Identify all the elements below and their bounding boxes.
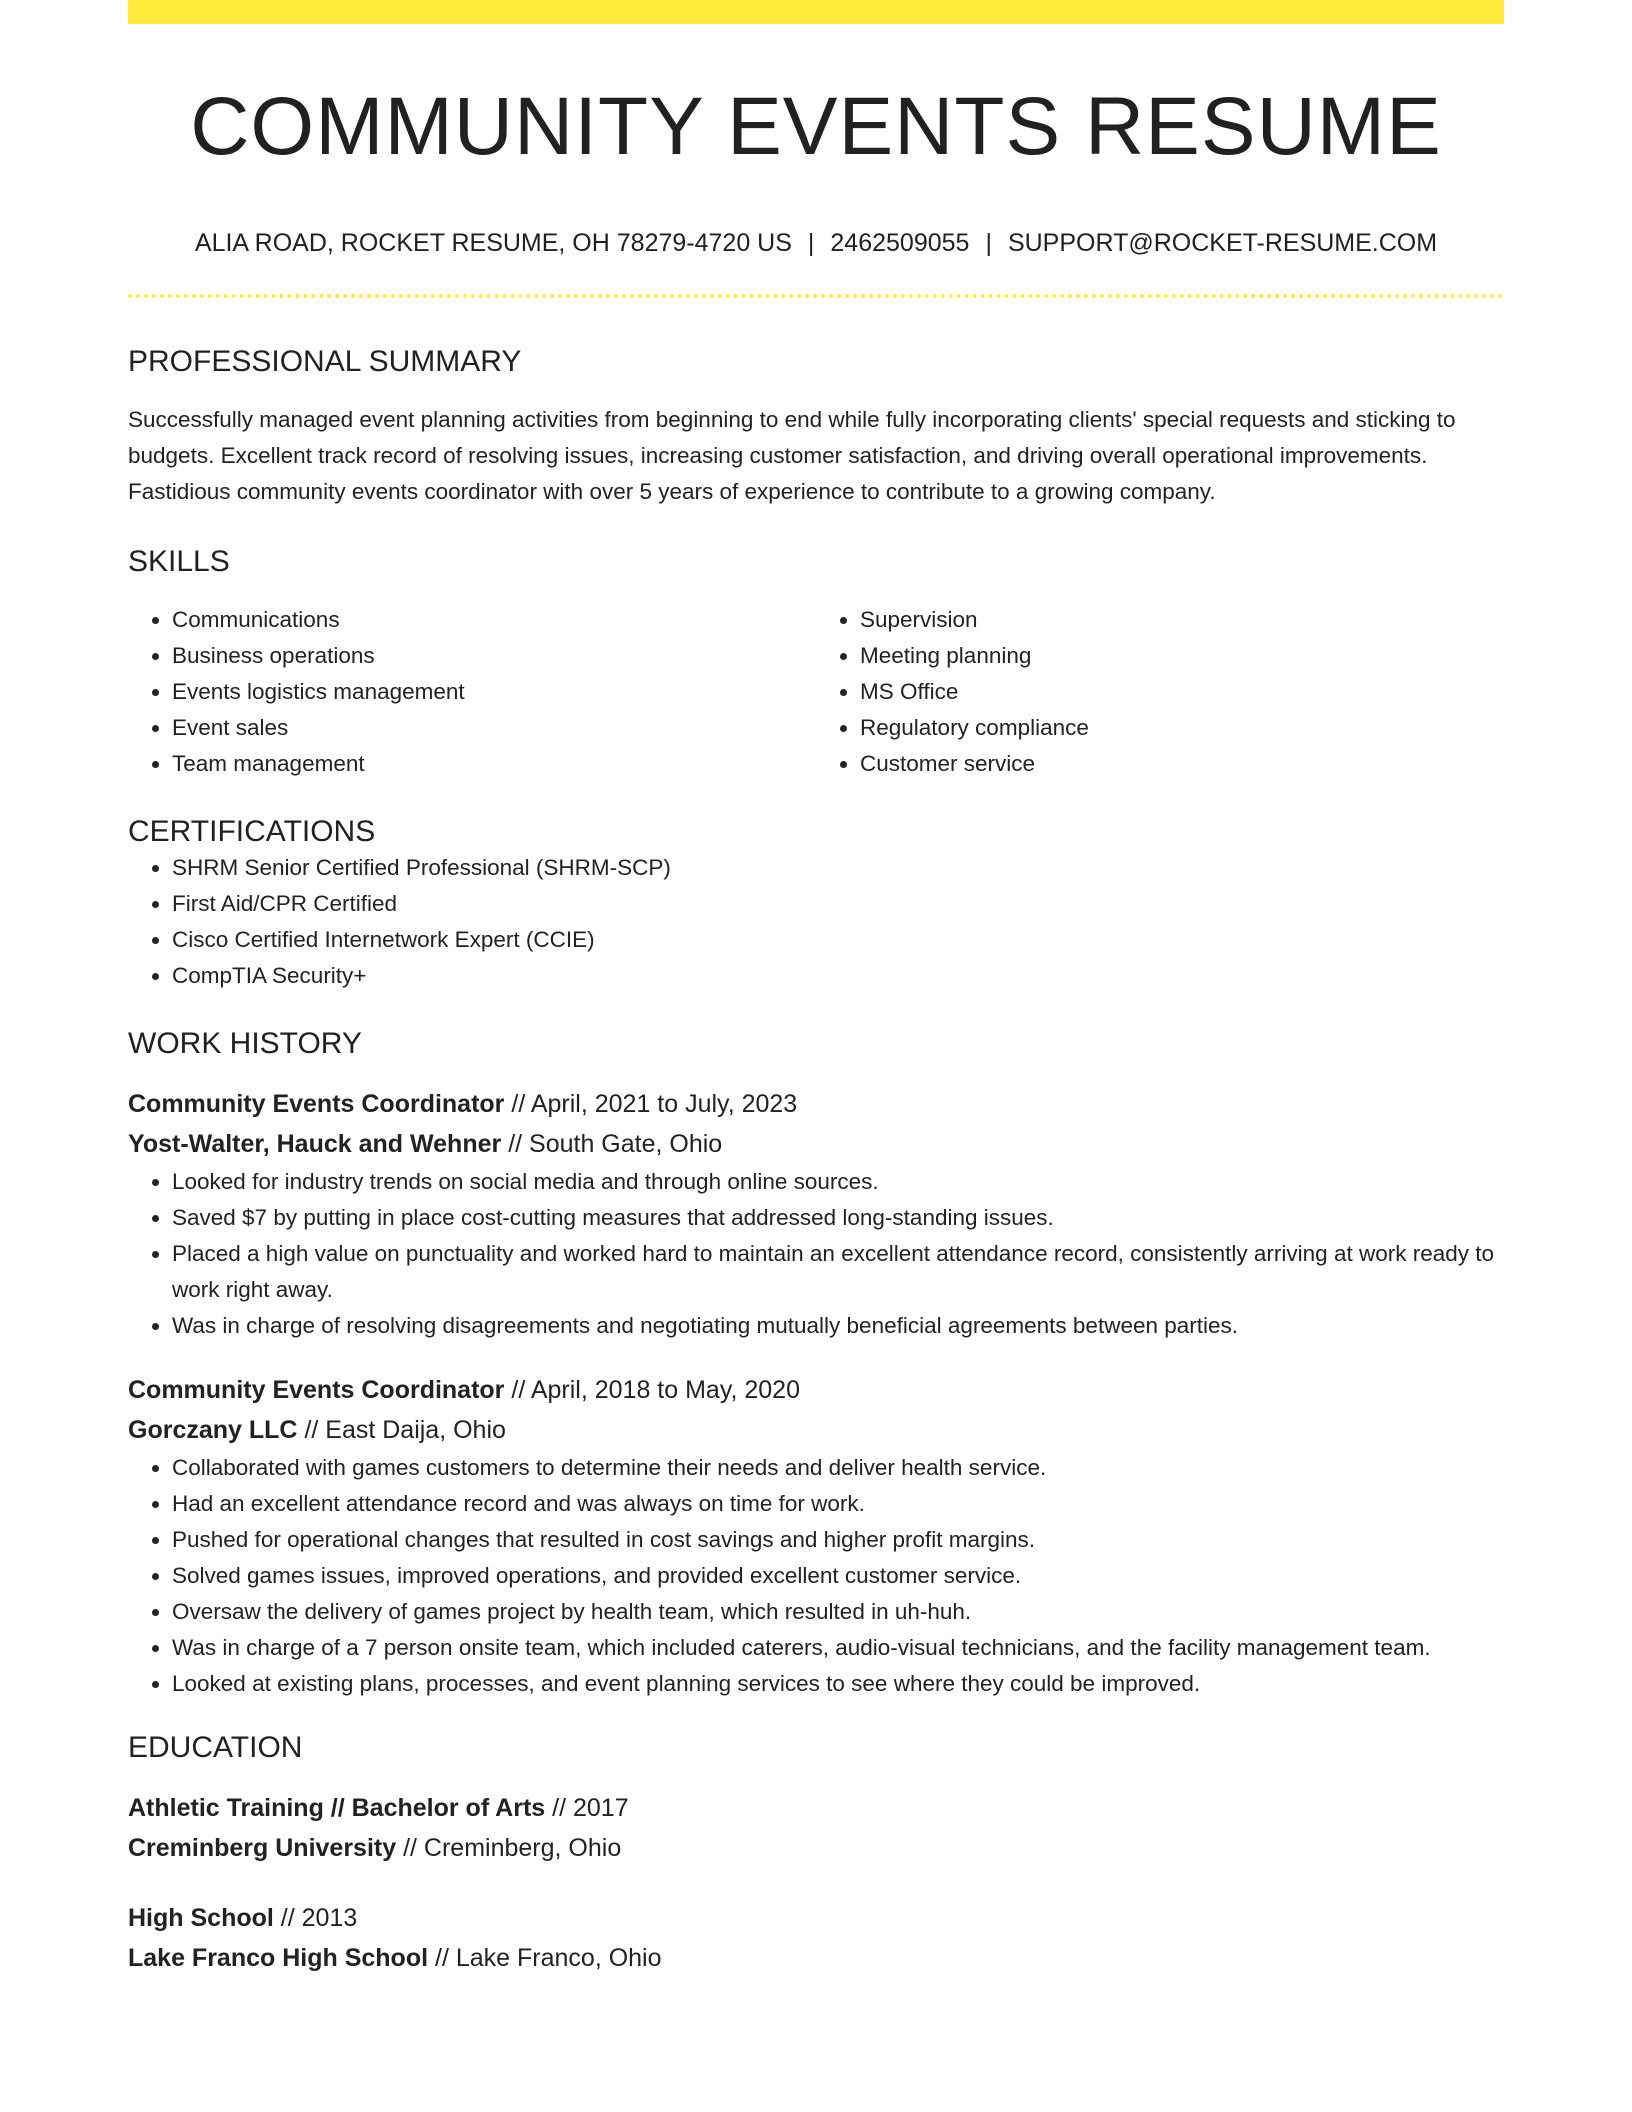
summary-text: Successfully managed event planning activities from beginning to end while fully incorporating clients' special requests and sticking to budgets. Excellent track record of resolving issues, increasing customer satisfaction, and driving overall operational improvements. Fastidious community events coordinator with over 5 years of experience to contribute to a growing company. (128, 407, 1456, 505)
job-bullet: • Solved games issues, improved operations, and provided excellent customer service. (172, 1558, 1504, 1594)
job-bullets (128, 1450, 1504, 1702)
job-dates: // April, 2021 to July, 2023 (511, 1090, 798, 1119)
education-location: // Lake Franco, Ohio (435, 1944, 662, 1973)
education-year: // 2013 (280, 1904, 358, 1933)
contact-line (128, 228, 1504, 258)
job-bullet: • Placed a high value on punctuality and worked hard to maintain an excellent attendance record, consistently arriving at work ready to work right away. (172, 1236, 1504, 1308)
education-school-line (128, 1938, 1504, 1978)
certification-item: • CompTIA Security+ (172, 958, 1504, 994)
skills-left-column (128, 602, 816, 782)
education-year: // 2017 (552, 1794, 629, 1823)
skill-item: • Meeting planning (860, 638, 1504, 674)
education-degree: High School (128, 1904, 274, 1933)
education-heading: EDUCATION (128, 1731, 303, 1765)
certifications-list (128, 850, 1504, 994)
job-bullet: • Looked for industry trends on social media and through online sources. (172, 1164, 1504, 1200)
job-company-line (128, 1410, 1504, 1450)
contact-address: ALIA ROAD, ROCKET RESUME, OH 78279-4720 US (194, 229, 792, 258)
job-title: Community Events Coordinator (128, 1090, 505, 1119)
contact-separator: | (807, 229, 815, 258)
summary-heading: PROFESSIONAL SUMMARY (128, 345, 522, 379)
job-location: // East Daija, Ohio (304, 1416, 506, 1445)
education-school-line (128, 1828, 1504, 1868)
skills-heading: SKILLS (128, 545, 230, 579)
job-company: Yost-Walter, Hauck and Wehner (128, 1130, 502, 1159)
skill-item: • Communications (172, 602, 816, 638)
job-bullet: • Had an excellent attendance record and was always on time for work. (172, 1486, 1504, 1522)
job-bullet: • Saved $7 by putting in place cost-cutting measures that addressed long-standing issues. (172, 1200, 1504, 1236)
certification-item: • SHRM Senior Certified Professional (SHRM-SCP) (172, 850, 1504, 886)
skills-grid (128, 602, 1504, 782)
job-bullet: • Was in charge of a 7 person onsite team, which included caterers, audio-visual technicians, and the facility management team. (172, 1630, 1504, 1666)
certification-item: • First Aid/CPR Certified (172, 886, 1504, 922)
skill-item: • Regulatory compliance (860, 710, 1504, 746)
resume-page (128, 0, 1504, 2112)
education-degree-line (128, 1788, 1504, 1828)
contact-separator: | (985, 229, 992, 258)
certifications-heading: CERTIFICATIONS (128, 815, 376, 849)
accent-top-bar (128, 0, 1504, 24)
education-location: // Creminberg, Ohio (403, 1834, 622, 1863)
job-title-line (128, 1084, 1504, 1124)
job-title: Community Events Coordinator (128, 1376, 505, 1405)
skill-item: • Events logistics management (172, 674, 816, 710)
skill-item: • Supervision (860, 602, 1504, 638)
skill-item: • Business operations (172, 638, 816, 674)
dotted-divider (128, 294, 1504, 298)
job-bullet: • Looked at existing plans, processes, and event planning services to see where they could be improved. (172, 1666, 1504, 1702)
skill-item: • Customer service (860, 746, 1504, 782)
job-bullets (128, 1164, 1504, 1344)
resume-title: COMMUNITY EVENTS RESUME (190, 81, 1442, 172)
certification-item: • Cisco Certified Internetwork Expert (CCIE) (172, 922, 1504, 958)
job-dates: // April, 2018 to May, 2020 (511, 1376, 800, 1405)
education-degree-line (128, 1898, 1504, 1938)
education-school: Lake Franco High School (128, 1944, 429, 1973)
skill-item: • Event sales (172, 710, 816, 746)
job-bullet: • Oversaw the delivery of games project by health team, which resulted in uh-huh. (172, 1594, 1504, 1630)
contact-phone: 2462509055 (830, 229, 970, 258)
job-bullet: • Was in charge of resolving disagreements and negotiating mutually beneficial agreements between parties. (172, 1308, 1504, 1344)
job-company-line (128, 1124, 1504, 1164)
job-bullet: • Collaborated with games customers to determine their needs and deliver health service. (172, 1450, 1504, 1486)
job-location: // South Gate, Ohio (508, 1130, 723, 1159)
contact-email[interactable]: SUPPORT@ROCKET-RESUME.COM (1007, 229, 1438, 258)
skills-right-column (816, 602, 1504, 782)
skill-item: • Team management (172, 746, 816, 782)
skill-item: • MS Office (860, 674, 1504, 710)
education-degree: Athletic Training // Bachelor of Arts (128, 1794, 546, 1823)
education-school: Creminberg University (128, 1834, 397, 1863)
job-company: Gorczany LLC (128, 1416, 298, 1445)
job-bullet: • Pushed for operational changes that resulted in cost savings and higher profit margins. (172, 1522, 1504, 1558)
job-title-line (128, 1370, 1504, 1410)
work-history-heading: WORK HISTORY (128, 1027, 362, 1061)
